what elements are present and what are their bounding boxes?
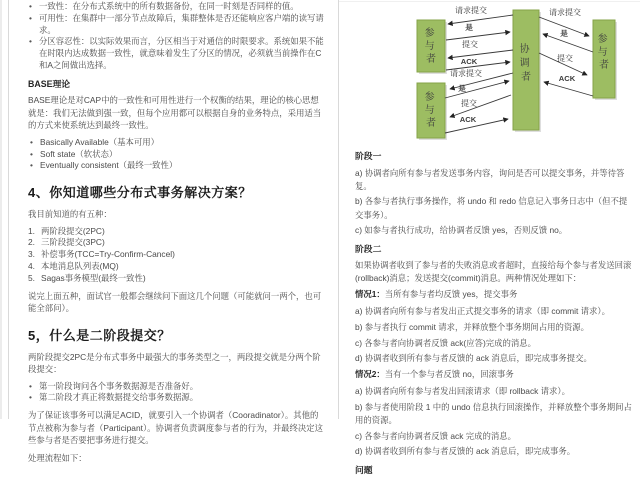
commit-arrow: [448, 50, 513, 58]
commit-label: 提交: [557, 54, 573, 63]
left-page-border: [8, 0, 9, 419]
commit-label: 提交: [462, 40, 478, 49]
base-bullet: • Eventually consistent（最终一致性）: [29, 160, 325, 172]
solution-item: 两阶段提交(2PC): [41, 225, 105, 236]
case1-item: d) 协调者收到所有参与者反馈的 ack 消息后，即完成事务提交。: [355, 353, 592, 364]
base-bullet: • Soft state（软状态）: [29, 149, 325, 161]
case2-label: 情况2：: [355, 369, 385, 380]
twopc-intro-paragraph: 两阶段提交2PC是分布式事务中最强大的事务类型之一，两段提交就是分两个阶段提交：: [28, 351, 321, 375]
solution-item: 本地消息队列表(MQ): [41, 261, 119, 272]
five-solutions-outro: 说完上面五种，面试官一般都会继续问下面这几个问题（可能就问一两个，也可能全部问）。: [28, 290, 322, 314]
left-page: [28, 1, 325, 469]
participant-label: 参 与 者: [424, 28, 436, 65]
case2-line: [355, 368, 632, 381]
right-page-text: [340, 150, 640, 476]
request-commit-arrow: [448, 15, 513, 24]
yes-arrow: [445, 81, 509, 98]
ack-label: ACK: [459, 115, 477, 124]
yes-label: 是: [560, 29, 568, 38]
problem-title: 问题: [355, 464, 373, 475]
acid-coordinator-paragraph: 为了保证该事务可以满足ACID，就要引入一个协调者（Cooradinator）。其他的节点被称为参与者（Participant）。协调者负责调度参与者的行为，并最终决定这些参与者是否要把事务进行提交。: [28, 410, 323, 446]
coordinator-box: [513, 10, 539, 130]
base-bullet-list: [29, 137, 325, 172]
case2-item: b) 参与者使用阶段 1 中的 undo 信息执行回滚操作，并释放整个事务期间占用的资源。: [355, 401, 632, 426]
twopc-bullet: • 第一阶段询问各个事务数据源是否准备好。: [28, 381, 325, 393]
phase1-item: c) 如参与者执行成功，给协调者反馈 yes，否则反馈 no。: [355, 225, 568, 236]
twopc-bullet-list: [28, 381, 325, 405]
twopc-bullet: • 第二阶段才真正将数据提交给事务数据源。: [28, 392, 325, 404]
case2-item: c) 各参与者向协调者反馈 ack 完成的消息。: [355, 430, 516, 441]
case2-item: a) 协调者向所有参与者发出回滚请求（即 rollback 请求）。: [355, 386, 570, 397]
request-commit-label: 请求提交: [549, 8, 581, 17]
cap-bullet: • 一致性：在分布式系统中的所有数据备份，在同一时刻是否同样的值。: [28, 1, 325, 13]
phase2-title: 阶段二: [355, 243, 382, 254]
ack-label: ACK: [558, 74, 576, 83]
solutions-list: [28, 226, 325, 285]
case1-item: c) 各参与者向协调者反馈 ack(应答)完成的消息。: [355, 337, 536, 348]
base-theory-title: BASE理论: [28, 78, 71, 89]
base-bullet: • Basically Available（基本可用）: [29, 137, 325, 149]
phase1-item: a) 协调者向所有参与者发送事务内容，询问是否可以提交事务，并等待答复。: [355, 167, 625, 191]
yes-label: 是: [458, 84, 466, 93]
phase1-title: 阶段一: [355, 151, 382, 161]
request-commit-label: 请求提交: [455, 6, 487, 15]
request-commit-label: 请求提交: [450, 69, 482, 78]
ack-arrow: [445, 119, 508, 133]
yes-arrow: [543, 34, 593, 52]
solution-item: 三阶段提交(3PC): [41, 237, 105, 248]
case2-text: 当有一个参与者反馈 no，回滚事务: [384, 369, 514, 380]
page-edge-strip: [0, 0, 2, 419]
question-5-heading: 5，什么是二阶段提交？: [28, 327, 171, 343]
commit-label: 提交: [461, 99, 477, 108]
page-divider: [338, 0, 339, 419]
case2-item: d) 协调者收到所有参与者反馈的 ack 消息后，即完成事务。: [355, 446, 576, 457]
phase1-item: b) 各参与者执行事务操作，将 undo 和 redo 信息记入事务日志中（但不提交事务）。: [355, 196, 628, 220]
case1-item: a) 协调者向所有参与者发出正式提交事务的请求（即 commit 请求）。: [355, 306, 610, 317]
case1-line: [355, 288, 632, 301]
case1-label: 情况1：: [355, 289, 385, 300]
solution-item: Sagas事务模型(最终一致性): [41, 272, 146, 283]
case1-item: b) 参与者执行 commit 请求，并释放整个事务期间占用的资源。: [355, 321, 590, 332]
coordinator-label: 协 调 者: [519, 44, 531, 83]
ack-label: ACK: [460, 57, 478, 66]
participant-label: 参 与 者: [597, 34, 609, 71]
five-solutions-intro: 我目前知道的有五种：: [28, 209, 112, 220]
participant-box: [593, 20, 615, 98]
base-theory-paragraph: BASE理论是对CAP中的一致性和可用性进行一个权衡的结果，理论的核心思想就是：我们无法做到强一致，但每个应用都可以根据自身的业务特点，采用适当的方式来使系统达到最终一致性。: [28, 95, 322, 131]
case1-text: 当所有参与者均反馈 yes，提交事务: [384, 289, 518, 300]
process-intro: 处理流程如下：: [28, 452, 87, 463]
yes-label: 是: [465, 23, 473, 32]
question-4-heading: 4、你知道哪些分布式事务解决方案？: [28, 185, 252, 201]
ack-arrow: [544, 82, 593, 96]
right-page: [340, 0, 640, 480]
participant-label: 参 与 者: [424, 92, 436, 129]
two-phase-commit-diagram: [340, 0, 640, 145]
cap-bullet: • 可用性：在集群中一部分节点故障后，集群整体是否还能响应客户端的读写请求。: [28, 13, 325, 37]
cap-bullet: • 分区容忍性：以实际效果而言，分区相当于对通信的时限要求。系统如果不能在时限内达成数据一致性，就意味着发生了分区的情况，必须就当前操作在C和A之间做出选择。: [28, 36, 325, 71]
cap-bullet-list: [28, 1, 325, 72]
yes-arrow: [446, 32, 510, 40]
solution-item: 补偿事务(TCC=Try-Confirm-Cancel): [41, 249, 175, 260]
commit-arrow: [450, 95, 511, 117]
phase2-paragraph: 如果协调者收到了参与者的失败消息或者超时，直接给每个参与者发送回滚(rollback)消息；发送提交(commit)消息。两种情况处理如下：: [355, 260, 632, 284]
